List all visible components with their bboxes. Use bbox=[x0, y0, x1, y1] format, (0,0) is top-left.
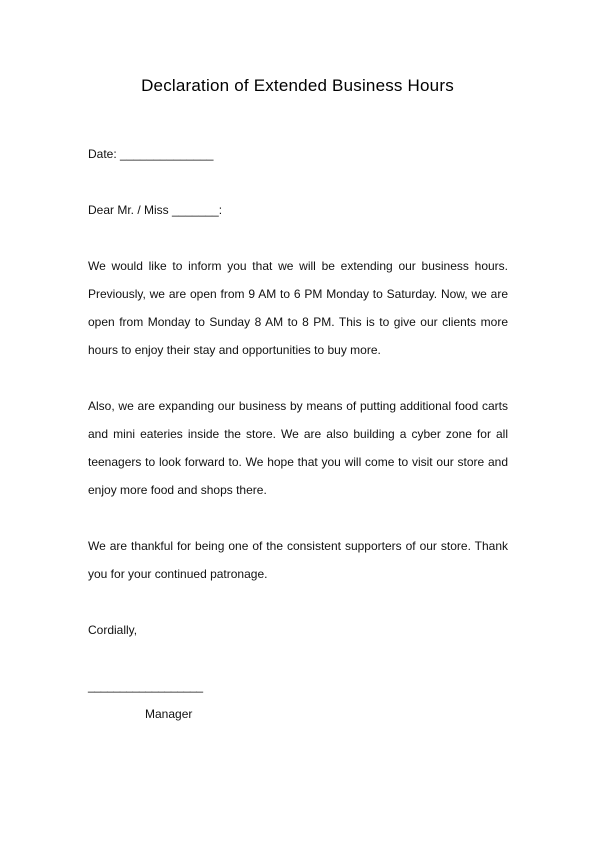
paragraph-2: Also, we are expanding our business by means of putting additional food carts and mini eateries inside the store. We are also building a cyber zone for all teenagers to look forward to. We hope that you will come to visit our store and enjoy more food and shops there. bbox=[88, 399, 508, 497]
spacer bbox=[88, 168, 508, 196]
spacer bbox=[88, 504, 508, 532]
salutation: Dear Mr. / Miss _______: bbox=[88, 203, 223, 217]
letter-body bbox=[88, 140, 508, 728]
spacer bbox=[88, 644, 508, 672]
spacer bbox=[88, 588, 508, 616]
paragraph-1: We would like to inform you that we will be extending our business hours. Previously, we are open from 9 AM to 6 PM Monday to Saturday. Now, we are open from Monday to Sunday 8 AM to 8 PM. This is to give our clients more hours to enjoy their stay and opportunities to buy more. bbox=[88, 259, 508, 357]
document-title: Declaration of Extended Business Hours bbox=[141, 76, 454, 95]
date-line: Date: ______________ bbox=[88, 147, 214, 161]
signer-title: Manager bbox=[145, 707, 193, 721]
closing: Cordially, bbox=[88, 623, 138, 637]
paragraph-3: We are thankful for being one of the consistent supporters of our store. Thank you for your continued patronage. bbox=[88, 539, 508, 581]
spacer bbox=[88, 224, 508, 252]
spacer bbox=[88, 364, 508, 392]
signature-line: __________________ bbox=[88, 679, 203, 693]
